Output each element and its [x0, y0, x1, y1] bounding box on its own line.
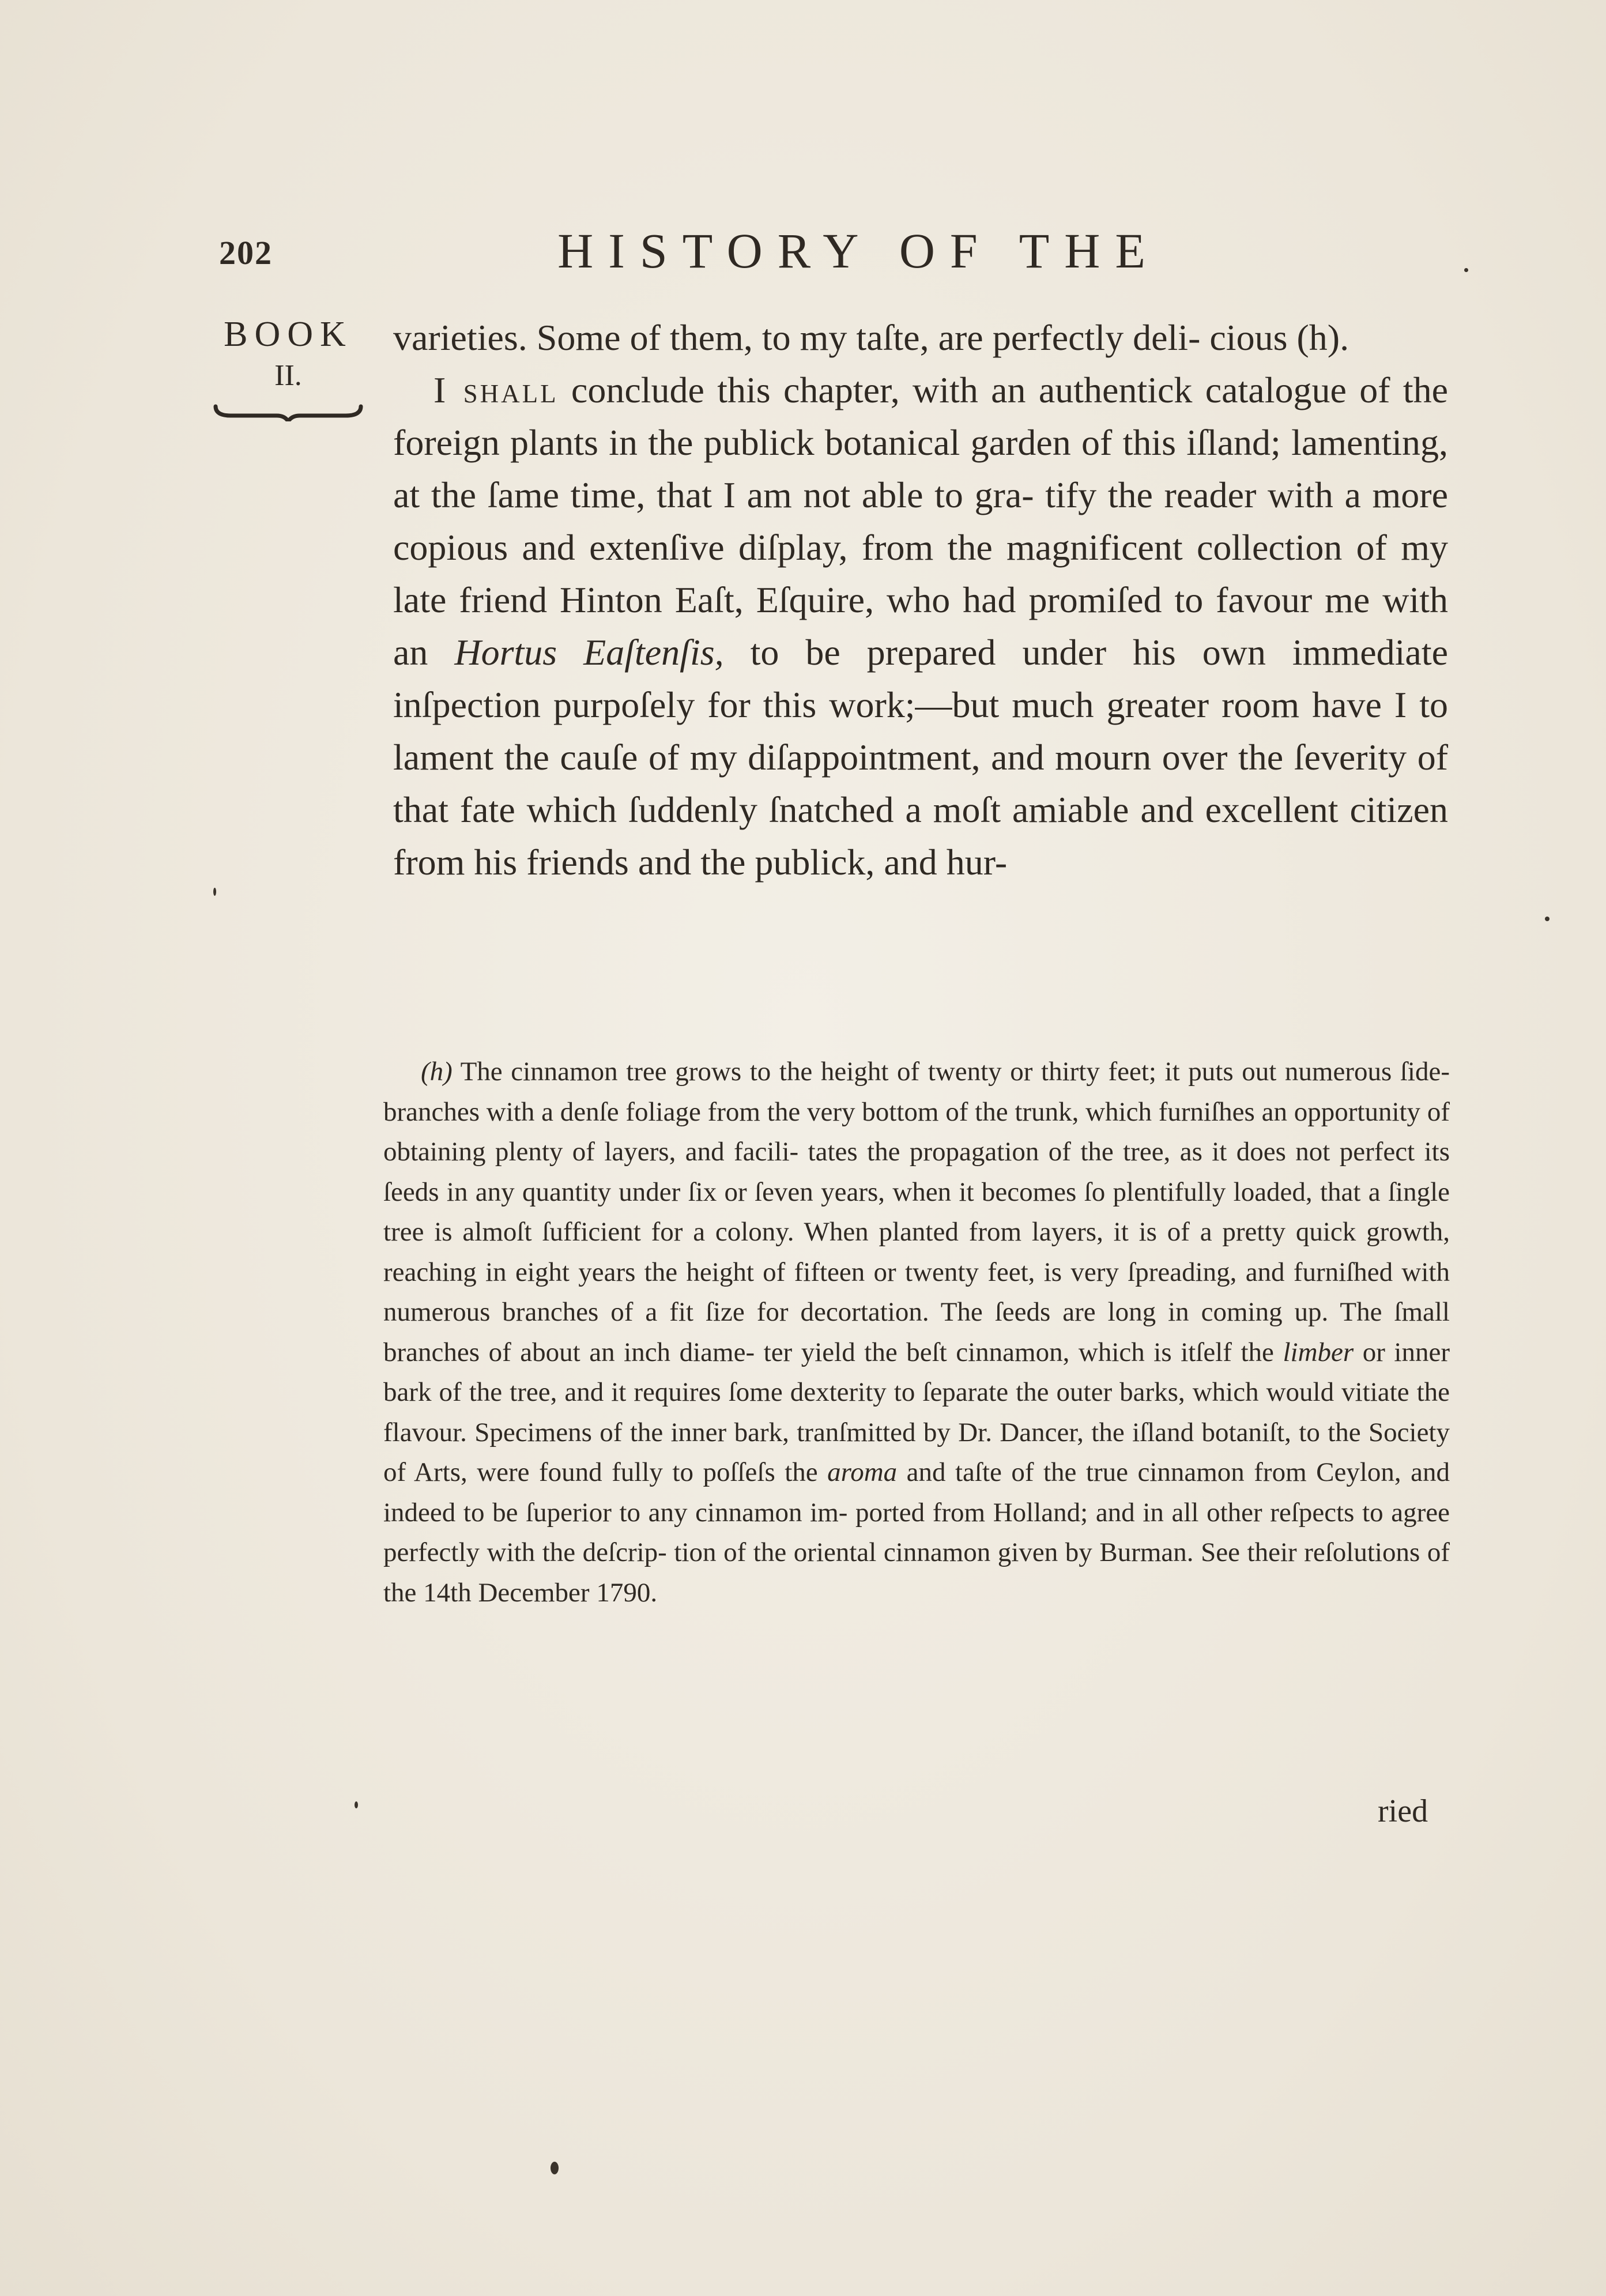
- page-number: 202: [219, 234, 273, 272]
- footnote-text-3: and taſte of the true cinnamon from Ceylon, and indeed to be ſuperior to any cinnamon im- ported from Holland; and in all other reſpects to agree perfectly with the deſcrip- tion of the oriental cinnamon given by Burman. See their reſolutions of the 14th December 1790.: [383, 1457, 1450, 1608]
- paper-speck: [551, 2162, 559, 2174]
- paragraph-catalogue-end: to be prepared under his own immediate inſpection purpoſely for this work;—but much greater room have I to lament the cauſe of my diſappointment, and mourn over the ſeverity of that fate which ſuddenly ſnatched a moſt amiable and excellent citizen from his friends and the publick, and hur-: [393, 632, 1449, 883]
- footnote-marker: (h): [421, 1057, 453, 1087]
- running-title: HISTORY OF THE: [557, 223, 1160, 278]
- margin-volume-label: II.: [274, 359, 302, 392]
- paper-speck: [213, 888, 216, 896]
- footnote-text-2: or inner bark of the tree, and it requires ſome dexterity to ſeparate the outer barks, which would vitiate the flavour. Specimens of the inner bark, tranſmitted by Dr. Dancer, the iſland botaniſt, to the Society of Arts, were found fully to poſſeſs the: [383, 1337, 1450, 1487]
- footnote-text-1: The cinnamon tree grows to the height of twenty or thirty feet; it puts out numerous ſide-branches with a denſe foliage from the very bottom of the trunk, which furniſhes an opportunity of obtaining plenty of layers, and facili- tates the propagation of the tree, as it does not perfect its ſeeds in any quantity under ſix or ſeven years, when it becomes ſo plentifully loaded, that a ſingle tree is almoſt ſufficient for a colony. When planted from layers, it is of a pretty quick growth, reaching in eight years the height of fifteen or twenty feet, is very ſpreading, and furniſhed with numerous branches of a fit ſize for decortation. The ſeeds are long in coming up. The ſmall branches of about an inch diame- ter yield the beſt cinnamon, which is itſelf the: [383, 1057, 1450, 1367]
- footnote: [383, 1052, 1450, 1613]
- paragraph-lead-smallcaps: I shall: [433, 370, 559, 410]
- hortus-title: Hortus Eaſtenſis,: [454, 632, 724, 673]
- margin-book-label: BOOK: [224, 315, 353, 354]
- paragraph-catalogue-text: conclude this chapter, with an authentick catalogue of the foreign plants in the publick botanical garden of this iſland; lamenting, at the ſame time, that I am not able to gra- tify the reader with a more copious and extenſive diſplay, from the magnificent collection of my late friend Hinton Eaſt, Eſquire, who had promiſed to favour me with an: [393, 370, 1449, 673]
- catchword: ried: [1378, 1793, 1428, 1829]
- footnote-italic-aroma: aroma: [827, 1457, 898, 1487]
- main-text: [393, 311, 1448, 888]
- page-header: [219, 222, 1476, 285]
- footnote-italic-limber: limber: [1283, 1337, 1354, 1367]
- curly-brace-ornament: [213, 398, 363, 421]
- paper-speck: [355, 1801, 358, 1808]
- margin-note: [213, 314, 363, 421]
- paragraph-catalogue: [393, 364, 1448, 888]
- paper-speck: [1545, 917, 1550, 921]
- paragraph-varieties: varieties. Some of them, to my taſte, are perfectly deli- cious (h).: [393, 317, 1349, 358]
- paper-speck: [1464, 268, 1468, 272]
- footnote-paragraph: [383, 1052, 1450, 1613]
